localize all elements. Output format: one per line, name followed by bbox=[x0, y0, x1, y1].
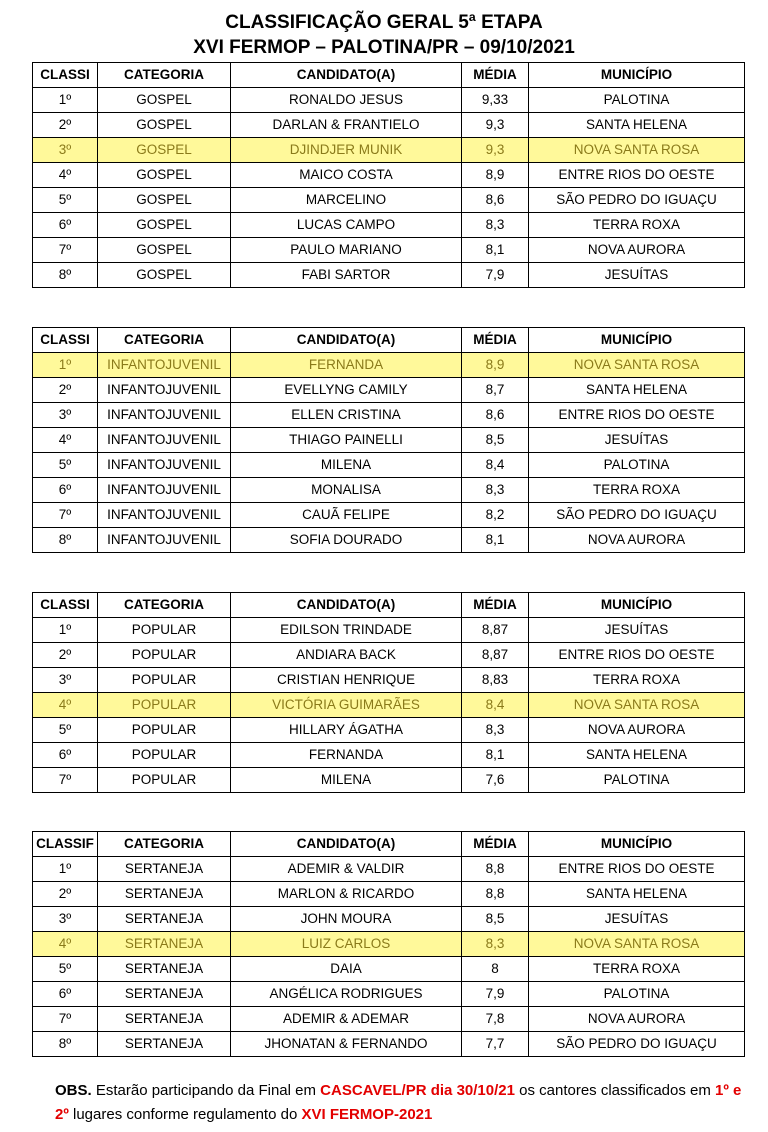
table-cell: 3º bbox=[33, 403, 98, 428]
table-cell: TERRA ROXA bbox=[529, 957, 745, 982]
table-cell: JOHN MOURA bbox=[231, 907, 462, 932]
observation-note bbox=[55, 1079, 755, 1127]
header-row bbox=[33, 63, 745, 88]
table-cell: RONALDO JESUS bbox=[231, 88, 462, 113]
column-header: CLASSI bbox=[33, 593, 98, 618]
table-row bbox=[33, 213, 745, 238]
table-cell: MAICO COSTA bbox=[231, 163, 462, 188]
ranking-table-gospel bbox=[32, 62, 745, 288]
table-cell: INFANTOJUVENIL bbox=[98, 428, 231, 453]
table-cell: 1º bbox=[33, 618, 98, 643]
table-cell: ANDIARA BACK bbox=[231, 643, 462, 668]
table-cell: NOVA SANTA ROSA bbox=[529, 693, 745, 718]
table-cell: TERRA ROXA bbox=[529, 478, 745, 503]
table-cell: SANTA HELENA bbox=[529, 378, 745, 403]
table-row bbox=[33, 982, 745, 1007]
table-cell: 4º bbox=[33, 932, 98, 957]
table-cell: 9,3 bbox=[462, 113, 529, 138]
table-row bbox=[33, 138, 745, 163]
table-cell: 3º bbox=[33, 668, 98, 693]
table-row bbox=[33, 1032, 745, 1057]
table-cell: JESUÍTAS bbox=[529, 428, 745, 453]
table-row bbox=[33, 618, 745, 643]
column-header: CATEGORIA bbox=[98, 328, 231, 353]
table-cell: 8,3 bbox=[462, 718, 529, 743]
obs-text-1: Estarão participando da Final em bbox=[91, 1082, 321, 1099]
table-cell: 4º bbox=[33, 163, 98, 188]
table-row bbox=[33, 882, 745, 907]
table-cell: POPULAR bbox=[98, 718, 231, 743]
table-row bbox=[33, 428, 745, 453]
table-cell: 7,9 bbox=[462, 982, 529, 1007]
table-row bbox=[33, 378, 745, 403]
table-row bbox=[33, 113, 745, 138]
column-header: CLASSI bbox=[33, 328, 98, 353]
table-cell: 8,1 bbox=[462, 238, 529, 263]
table-cell: THIAGO PAINELLI bbox=[231, 428, 462, 453]
table-cell: 1º bbox=[33, 857, 98, 882]
column-header: MUNICÍPIO bbox=[529, 328, 745, 353]
column-header: CATEGORIA bbox=[98, 63, 231, 88]
table-cell: GOSPEL bbox=[98, 188, 231, 213]
table-cell: PALOTINA bbox=[529, 982, 745, 1007]
table-row bbox=[33, 503, 745, 528]
table-cell: FABI SARTOR bbox=[231, 263, 462, 288]
table-cell: 6º bbox=[33, 982, 98, 1007]
table-cell: 7º bbox=[33, 503, 98, 528]
table-cell: 8,3 bbox=[462, 213, 529, 238]
column-header: CATEGORIA bbox=[98, 832, 231, 857]
header-row bbox=[33, 593, 745, 618]
table-cell: SERTANEJA bbox=[98, 982, 231, 1007]
table-cell: DJINDJER MUNIK bbox=[231, 138, 462, 163]
table-cell: 2º bbox=[33, 113, 98, 138]
column-header: CLASSI bbox=[33, 63, 98, 88]
table-cell: TERRA ROXA bbox=[529, 213, 745, 238]
table-row bbox=[33, 188, 745, 213]
table-cell: INFANTOJUVENIL bbox=[98, 503, 231, 528]
table-cell: 8,9 bbox=[462, 353, 529, 378]
table-row bbox=[33, 88, 745, 113]
table-cell: 7º bbox=[33, 238, 98, 263]
table-cell: CRISTIAN HENRIQUE bbox=[231, 668, 462, 693]
table-cell: ENTRE RIOS DO OESTE bbox=[529, 857, 745, 882]
table-cell: POPULAR bbox=[98, 643, 231, 668]
table-cell: PALOTINA bbox=[529, 453, 745, 478]
table-cell: NOVA AURORA bbox=[529, 1007, 745, 1032]
table-cell: NOVA SANTA ROSA bbox=[529, 932, 745, 957]
table-cell: GOSPEL bbox=[98, 113, 231, 138]
table-cell: 7,9 bbox=[462, 263, 529, 288]
table-cell: SANTA HELENA bbox=[529, 113, 745, 138]
table-cell: LUCAS CAMPO bbox=[231, 213, 462, 238]
table-cell: 4º bbox=[33, 693, 98, 718]
table-cell: NOVA AURORA bbox=[529, 718, 745, 743]
table-cell: 7º bbox=[33, 768, 98, 793]
table-cell: ENTRE RIOS DO OESTE bbox=[529, 403, 745, 428]
table-cell: 6º bbox=[33, 743, 98, 768]
table-row bbox=[33, 768, 745, 793]
table-cell: 6º bbox=[33, 213, 98, 238]
table-row bbox=[33, 263, 745, 288]
table-cell: 8,1 bbox=[462, 743, 529, 768]
table-cell: 7,8 bbox=[462, 1007, 529, 1032]
table-cell: 2º bbox=[33, 882, 98, 907]
table-cell: SERTANEJA bbox=[98, 882, 231, 907]
table-cell: POPULAR bbox=[98, 743, 231, 768]
table-cell: VICTÓRIA GUIMARÃES bbox=[231, 693, 462, 718]
column-header: CANDIDATO(A) bbox=[231, 63, 462, 88]
table-row bbox=[33, 743, 745, 768]
table-cell: 8,4 bbox=[462, 453, 529, 478]
table-row bbox=[33, 668, 745, 693]
table-cell: MILENA bbox=[231, 453, 462, 478]
table-cell: 8,4 bbox=[462, 693, 529, 718]
table-row bbox=[33, 403, 745, 428]
table-cell: 5º bbox=[33, 188, 98, 213]
table-cell: GOSPEL bbox=[98, 238, 231, 263]
table-cell: INFANTOJUVENIL bbox=[98, 403, 231, 428]
table-cell: 9,3 bbox=[462, 138, 529, 163]
table-cell: JESUÍTAS bbox=[529, 618, 745, 643]
table-cell: 7º bbox=[33, 1007, 98, 1032]
table-cell: TERRA ROXA bbox=[529, 668, 745, 693]
table-cell: LUIZ CARLOS bbox=[231, 932, 462, 957]
table-cell: 8º bbox=[33, 263, 98, 288]
table-row bbox=[33, 1007, 745, 1032]
table-cell: 8,5 bbox=[462, 907, 529, 932]
column-header: CANDIDATO(A) bbox=[231, 328, 462, 353]
header-row bbox=[33, 832, 745, 857]
table-cell: SERTANEJA bbox=[98, 857, 231, 882]
table-cell: NOVA AURORA bbox=[529, 238, 745, 263]
table-row bbox=[33, 857, 745, 882]
table-cell: 8,87 bbox=[462, 643, 529, 668]
table-cell: GOSPEL bbox=[98, 163, 231, 188]
table-cell: SANTA HELENA bbox=[529, 882, 745, 907]
title-line-1: CLASSIFICAÇÃO GERAL 5ª ETAPA bbox=[225, 12, 543, 33]
table-cell: EVELLYNG CAMILY bbox=[231, 378, 462, 403]
table-cell: NOVA SANTA ROSA bbox=[529, 353, 745, 378]
table-cell: INFANTOJUVENIL bbox=[98, 528, 231, 553]
table-cell: 8,6 bbox=[462, 188, 529, 213]
obs-places: 1º e 2º bbox=[55, 1082, 742, 1123]
table-cell: ENTRE RIOS DO OESTE bbox=[529, 163, 745, 188]
table-cell: PALOTINA bbox=[529, 88, 745, 113]
column-header: MUNICÍPIO bbox=[529, 832, 745, 857]
column-header: MÉDIA bbox=[462, 593, 529, 618]
table-row bbox=[33, 907, 745, 932]
header-row bbox=[33, 328, 745, 353]
table-cell: 1º bbox=[33, 88, 98, 113]
table-row bbox=[33, 478, 745, 503]
table-row bbox=[33, 693, 745, 718]
table-cell: FERNANDA bbox=[231, 743, 462, 768]
column-header: CATEGORIA bbox=[98, 593, 231, 618]
table-cell: ELLEN CRISTINA bbox=[231, 403, 462, 428]
column-header: CLASSIF bbox=[33, 832, 98, 857]
table-cell: SERTANEJA bbox=[98, 1032, 231, 1057]
table-cell: POPULAR bbox=[98, 618, 231, 643]
table-cell: 8,87 bbox=[462, 618, 529, 643]
table-row bbox=[33, 643, 745, 668]
table-cell: DARLAN & FRANTIELO bbox=[231, 113, 462, 138]
table-cell: SÃO PEDRO DO IGUAÇU bbox=[529, 1032, 745, 1057]
table-cell: 6º bbox=[33, 478, 98, 503]
table-cell: 8 bbox=[462, 957, 529, 982]
table-cell: POPULAR bbox=[98, 668, 231, 693]
table-cell: 8,3 bbox=[462, 932, 529, 957]
table-cell: GOSPEL bbox=[98, 213, 231, 238]
table-cell: ANGÉLICA RODRIGUES bbox=[231, 982, 462, 1007]
table-cell: ADEMIR & ADEMAR bbox=[231, 1007, 462, 1032]
table-cell: 8,6 bbox=[462, 403, 529, 428]
table-cell: ADEMIR & VALDIR bbox=[231, 857, 462, 882]
table-row bbox=[33, 163, 745, 188]
table-cell: SANTA HELENA bbox=[529, 743, 745, 768]
table-cell: ENTRE RIOS DO OESTE bbox=[529, 643, 745, 668]
column-header: CANDIDATO(A) bbox=[231, 593, 462, 618]
table-cell: MONALISA bbox=[231, 478, 462, 503]
obs-label: OBS. bbox=[55, 1082, 92, 1099]
title-line-2: XVI FERMOP – PALOTINA/PR – 09/10/2021 bbox=[193, 37, 575, 58]
table-cell: 8,83 bbox=[462, 668, 529, 693]
table-cell: PAULO MARIANO bbox=[231, 238, 462, 263]
table-cell: 2º bbox=[33, 378, 98, 403]
table-cell: 5º bbox=[33, 957, 98, 982]
column-header: MUNICÍPIO bbox=[529, 63, 745, 88]
table-cell: POPULAR bbox=[98, 693, 231, 718]
table-cell: SOFIA DOURADO bbox=[231, 528, 462, 553]
table-cell: CAUÃ FELIPE bbox=[231, 503, 462, 528]
table-cell: JESUÍTAS bbox=[529, 907, 745, 932]
table-cell: INFANTOJUVENIL bbox=[98, 378, 231, 403]
table-cell: FERNANDA bbox=[231, 353, 462, 378]
table-cell: INFANTOJUVENIL bbox=[98, 353, 231, 378]
table-cell: 2º bbox=[33, 643, 98, 668]
table-cell: PALOTINA bbox=[529, 768, 745, 793]
table-cell: INFANTOJUVENIL bbox=[98, 478, 231, 503]
table-cell: GOSPEL bbox=[98, 88, 231, 113]
table-cell: SERTANEJA bbox=[98, 1007, 231, 1032]
table-row bbox=[33, 718, 745, 743]
table-cell: 8,8 bbox=[462, 882, 529, 907]
table-row bbox=[33, 932, 745, 957]
table-cell: NOVA SANTA ROSA bbox=[529, 138, 745, 163]
table-cell: 1º bbox=[33, 353, 98, 378]
table-cell: MARCELINO bbox=[231, 188, 462, 213]
column-header: MUNICÍPIO bbox=[529, 593, 745, 618]
table-cell: JESUÍTAS bbox=[529, 263, 745, 288]
column-header: MÉDIA bbox=[462, 63, 529, 88]
obs-text-3: lugares conforme regulamento do bbox=[68, 1106, 302, 1123]
table-cell: MARLON & RICARDO bbox=[231, 882, 462, 907]
ranking-table-sertaneja bbox=[32, 831, 745, 1057]
table-cell: HILLARY ÁGATHA bbox=[231, 718, 462, 743]
table-cell: POPULAR bbox=[98, 768, 231, 793]
ranking-table-popular bbox=[32, 592, 745, 793]
table-row bbox=[33, 453, 745, 478]
table-cell: 8,5 bbox=[462, 428, 529, 453]
table-cell: 5º bbox=[33, 718, 98, 743]
column-header: MÉDIA bbox=[462, 328, 529, 353]
table-cell: DAIA bbox=[231, 957, 462, 982]
table-cell: EDILSON TRINDADE bbox=[231, 618, 462, 643]
table-cell: 8,7 bbox=[462, 378, 529, 403]
table-cell: 7,7 bbox=[462, 1032, 529, 1057]
table-cell: 8º bbox=[33, 528, 98, 553]
table-cell: MILENA bbox=[231, 768, 462, 793]
table-cell: 5º bbox=[33, 453, 98, 478]
table-cell: NOVA AURORA bbox=[529, 528, 745, 553]
table-cell: SERTANEJA bbox=[98, 957, 231, 982]
table-row bbox=[33, 957, 745, 982]
table-cell: SÃO PEDRO DO IGUAÇU bbox=[529, 503, 745, 528]
table-cell: 4º bbox=[33, 428, 98, 453]
table-cell: INFANTOJUVENIL bbox=[98, 453, 231, 478]
ranking-table-infantojuvenil bbox=[32, 327, 745, 553]
table-cell: 7,6 bbox=[462, 768, 529, 793]
table-cell: GOSPEL bbox=[98, 138, 231, 163]
table-cell: 8º bbox=[33, 1032, 98, 1057]
obs-final-location: CASCAVEL/PR dia 30/10/21 bbox=[320, 1082, 515, 1099]
table-cell: 8,3 bbox=[462, 478, 529, 503]
table-cell: 9,33 bbox=[462, 88, 529, 113]
table-cell: SERTANEJA bbox=[98, 907, 231, 932]
column-header: MÉDIA bbox=[462, 832, 529, 857]
table-row bbox=[33, 353, 745, 378]
table-cell: 8,2 bbox=[462, 503, 529, 528]
table-row bbox=[33, 238, 745, 263]
table-cell: 8,1 bbox=[462, 528, 529, 553]
table-cell: JHONATAN & FERNANDO bbox=[231, 1032, 462, 1057]
obs-text-2: os cantores classificados em bbox=[514, 1082, 716, 1099]
table-cell: GOSPEL bbox=[98, 263, 231, 288]
column-header: CANDIDATO(A) bbox=[231, 832, 462, 857]
table-cell: 3º bbox=[33, 907, 98, 932]
obs-regulation: XVI FERMOP-2021 bbox=[301, 1106, 433, 1123]
table-cell: SÃO PEDRO DO IGUAÇU bbox=[529, 188, 745, 213]
table-cell: 8,9 bbox=[462, 163, 529, 188]
table-cell: 3º bbox=[33, 138, 98, 163]
table-cell: 8,8 bbox=[462, 857, 529, 882]
table-row bbox=[33, 528, 745, 553]
table-cell: SERTANEJA bbox=[98, 932, 231, 957]
